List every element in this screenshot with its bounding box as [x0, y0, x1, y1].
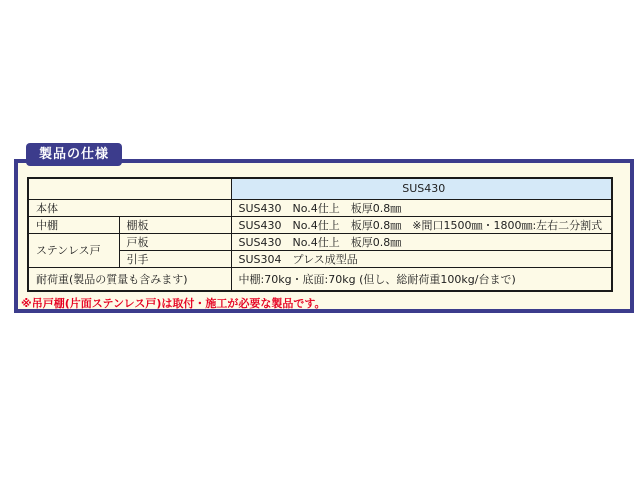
table-header-row — [28, 178, 612, 199]
row-value-load-capacity: 中棚:70kg・底面:70kg (但し、総耐荷重100kg/台まで) — [231, 267, 612, 291]
table-row-body — [28, 199, 612, 216]
row-label-body: 本体 — [28, 199, 231, 216]
table-row-load-capacity — [28, 267, 612, 291]
row-label-middle-shelf: 中棚 — [28, 216, 119, 233]
table-row-door-panel — [28, 233, 612, 250]
header-empty-cell — [28, 178, 231, 199]
row-value-door-panel: SUS430 No.4仕上 板厚0.8㎜ — [231, 233, 612, 250]
row-value-body: SUS430 No.4仕上 板厚0.8㎜ — [231, 199, 612, 216]
section-title: 製品の仕様 — [38, 147, 109, 162]
header-material-cell: SUS430 — [231, 178, 612, 199]
table-row-middle-shelf — [28, 216, 612, 233]
row-sublabel-shelf-board: 棚板 — [119, 216, 231, 233]
spec-table — [27, 177, 613, 292]
section-title-badge — [26, 143, 122, 166]
row-sublabel-handle: 引手 — [119, 250, 231, 267]
installation-note: ※吊戸棚(片面ステンレス戸)は取付・施工が必要な製品です。 — [21, 297, 326, 310]
row-value-handle: SUS304 プレス成型品 — [231, 250, 612, 267]
row-sublabel-door-panel: 戸板 — [119, 233, 231, 250]
row-label-stainless-door: ステンレス戸 — [28, 233, 119, 267]
row-value-shelf-board: SUS430 No.4仕上 板厚0.8㎜ ※間口1500㎜・1800㎜:左右二分割式 — [231, 216, 612, 233]
row-label-load-capacity: 耐荷重(製品の質量も含みます) — [28, 267, 231, 291]
